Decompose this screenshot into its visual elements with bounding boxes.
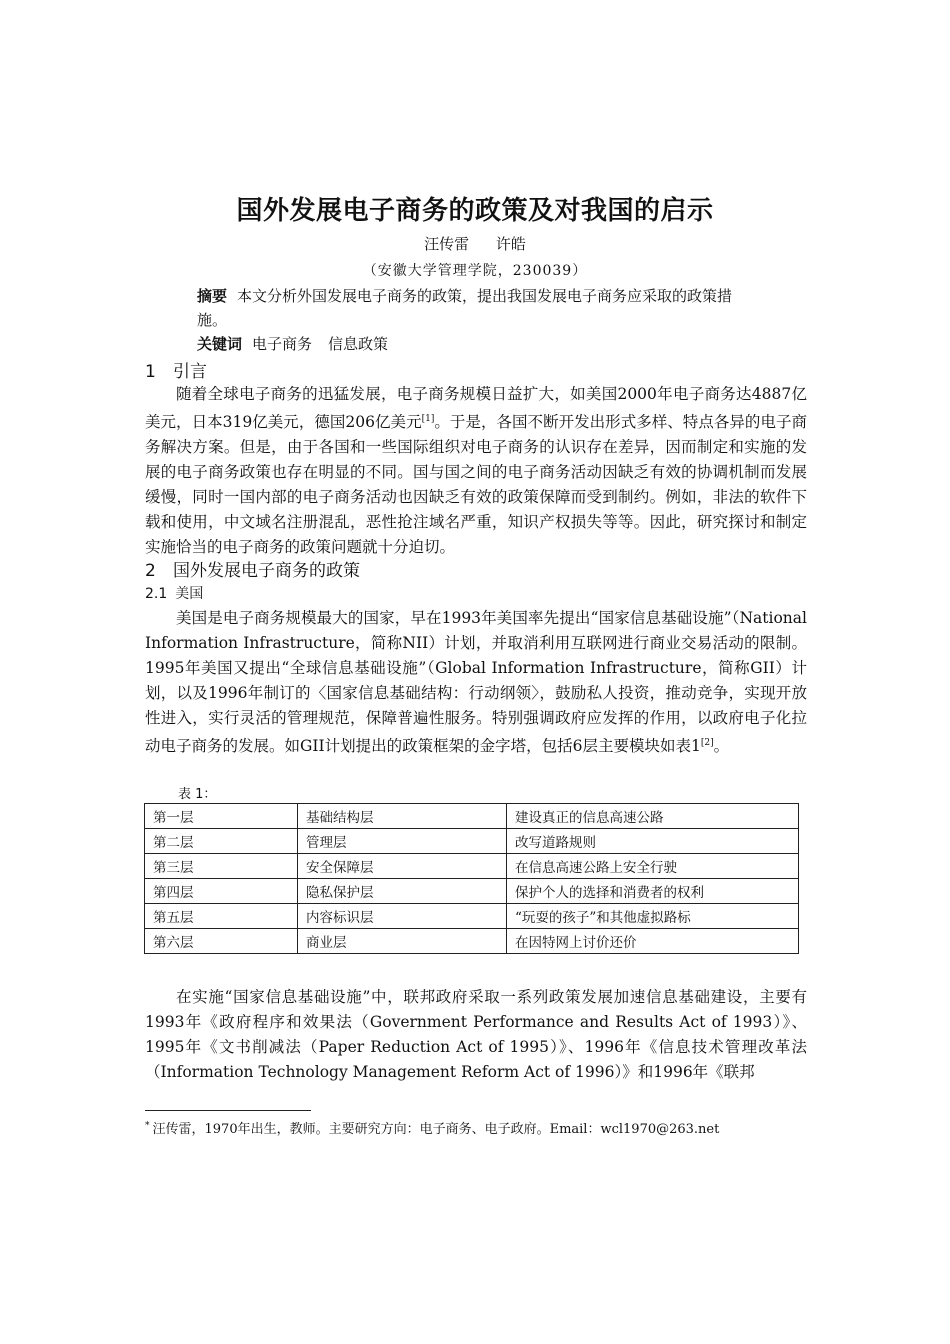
table-cell: 第一层 <box>145 804 298 829</box>
keyword-item: 电子商务 <box>252 335 313 353</box>
section-2-heading <box>145 556 360 581</box>
table-cell: 隐私保护层 <box>298 879 507 904</box>
table-row <box>145 929 799 954</box>
table-cell: 安全保障层 <box>298 854 507 879</box>
table-cell: 保护个人的选择和消费者的权利 <box>507 879 799 904</box>
post-table-paragraph: 在实施“国家信息基础设施”中，联邦政府采取一系列政策发展加速信息基础建设，主要有1993年《政府程序和效果法（Government Performance and Results Act of 1993）》、1995年《文书削减法（Paper Reduction Act of 1995）》、1996年《信息技术管理改革法（Information Technology Management Reform Act of 1996）》和1996年《联邦 <box>145 988 807 1081</box>
paper-title: 国外发展电子商务的政策及对我国的启示 <box>236 196 714 226</box>
subsection-2-1-heading <box>145 583 203 603</box>
section-1-heading <box>145 357 207 382</box>
paragraph-text: 随着全球电子商务的迅猛发展，电子商务规模日益扩大，如美国2000年电子商务达4887亿美元，日本319亿美元，德国206亿美元 <box>145 385 807 432</box>
table-cell: 在信息高速公路上安全行驶 <box>507 854 799 879</box>
table-cell: 在因特网上讨价还价 <box>507 929 799 954</box>
keywords-label: 关键词 <box>197 335 243 353</box>
paragraph-text: 。 <box>713 737 730 756</box>
table-row <box>145 804 799 829</box>
section-title: 国外发展电子商务的政策 <box>173 561 360 581</box>
table-row <box>145 854 799 879</box>
section-title: 引言 <box>173 362 207 382</box>
author-affiliation: （安徽大学管理学院，230039） <box>362 263 588 279</box>
footnote-divider <box>145 1110 311 1111</box>
citation-ref: [1] <box>421 414 435 424</box>
table-caption: 表 1： <box>178 787 217 802</box>
table-cell: 建设真正的信息高速公路 <box>507 804 799 829</box>
table-cell: 第五层 <box>145 904 298 929</box>
subsection-number: 2.1 <box>145 586 168 602</box>
intro-paragraph <box>145 382 807 560</box>
table-row <box>145 829 799 854</box>
paragraph-text: 美国是电子商务规模最大的国家，早在1993年美国率先提出“国家信息基础设施”（National Information Infrastructure，简称NII）计划，并取消利用互联网进行商业交易活动的限制。1995年美国又提出“全球信息基础设施”（Global Information Infrastructure，简称GII）计划，以及1996年制订的〈国家信息基础结构：行动纲领〉，鼓励私人投资，推动竞争，实现开放性进入，实行灵活的管理规范，保障普遍性服务。特别强调政府应发挥的作用，以政府电子化拉动电子商务的发展。如GII计划提出的政策框架的金字塔，包括6层主要模块如表1 <box>145 609 807 756</box>
table-cell: 第六层 <box>145 929 298 954</box>
table-cell: 基础结构层 <box>298 804 507 829</box>
table-cell: 改写道路规则 <box>507 829 799 854</box>
footnote-mark: * <box>145 1120 150 1131</box>
section-number: 1 <box>145 362 156 382</box>
table-cell: 内容标识层 <box>298 904 507 929</box>
author-footnote <box>145 1118 719 1137</box>
abstract-block <box>197 284 757 332</box>
abstract-text: 本文分析外国发展电子商务的政策，提出我国发展电子商务应采取的政策措施。 <box>197 287 733 329</box>
usa-paragraph <box>145 606 807 759</box>
section-number: 2 <box>145 561 156 581</box>
table-cell: 管理层 <box>298 829 507 854</box>
abstract-label: 摘要 <box>197 287 228 305</box>
table-cell: 商业层 <box>298 929 507 954</box>
footnote-text: 汪传雷，1970年出生，教师。主要研究方向：电子商务、电子政府。Email：wcl1970@263.net <box>152 1122 720 1137</box>
subsection-title: 美国 <box>175 586 204 602</box>
table-cell: 第二层 <box>145 829 298 854</box>
paragraph-text: 。于是，各国不断开发出形式多样、特点各异的电子商务解决方案。但是，由于各国和一些国际组织对电子商务的认识存在差异，因而制定和实施的发展的电子商务政策也存在明显的不同。国与国之间的电子商务活动因缺乏有效的协调机制而发展缓慢，同时一国内部的电子商务活动也因缺乏有效的政策保障而受到制约。例如，非法的软件下载和使用，中文域名注册混乱，恶性抢注域名严重，知识产权损失等等。因此，研究探讨和制定实施恰当的电子商务的政策问题就十分迫切。 <box>145 413 807 557</box>
table-row <box>145 879 799 904</box>
table-row <box>145 904 799 929</box>
table-cell: 第三层 <box>145 854 298 879</box>
keyword-item: 信息政策 <box>328 335 389 353</box>
author-names: 汪传雷 许皓 <box>424 235 526 253</box>
keywords-block <box>197 333 404 354</box>
gii-policy-table <box>144 803 799 954</box>
table-cell: “玩耍的孩子”和其他虚拟路标 <box>507 904 799 929</box>
table-cell: 第四层 <box>145 879 298 904</box>
citation-ref: [2] <box>700 738 714 748</box>
